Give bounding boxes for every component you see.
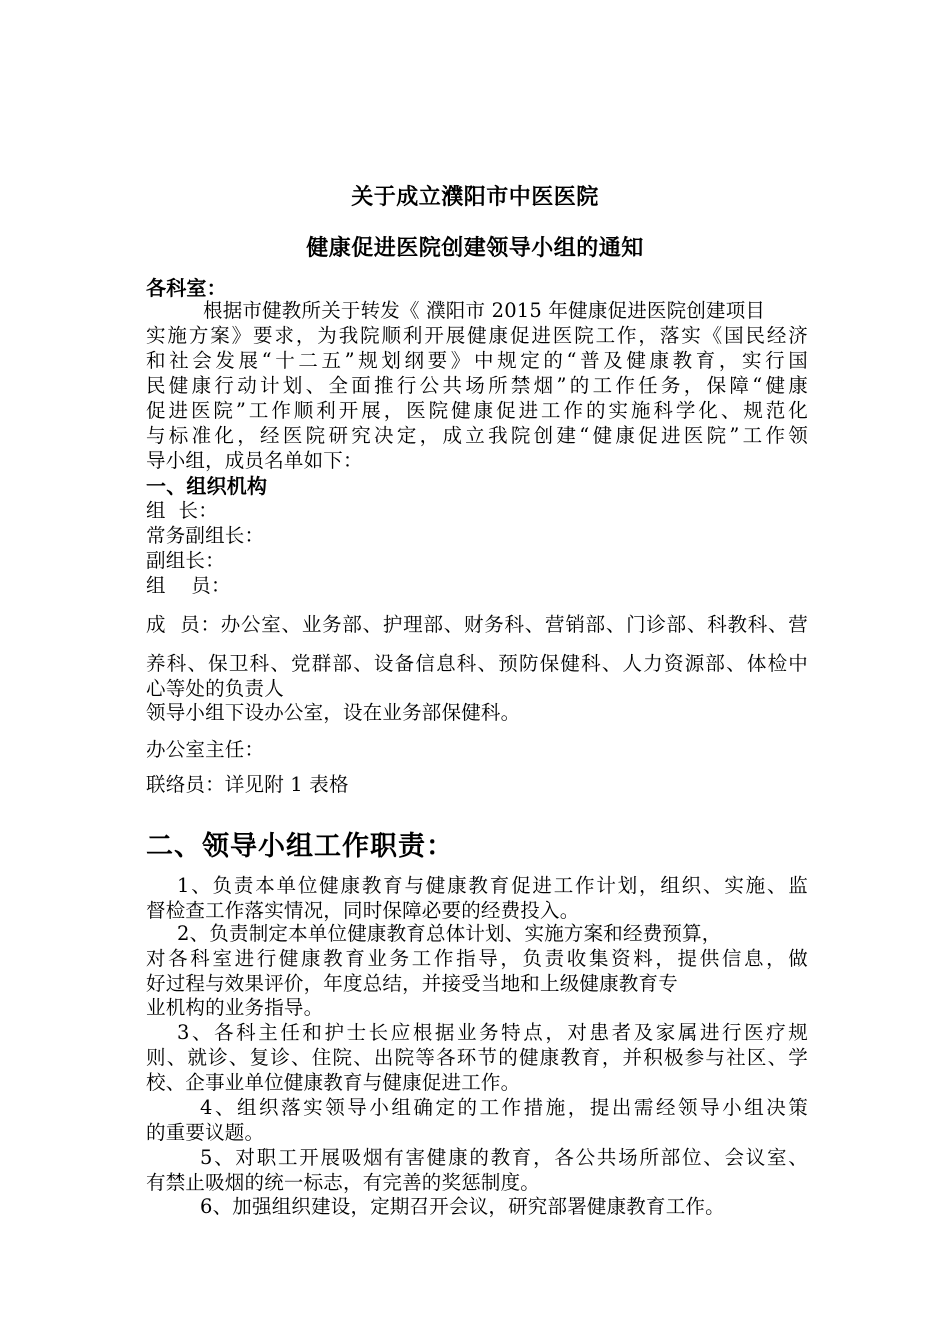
duty-line-7: 3、各科主任和护士长应根据业务特点，对患者及家属进行医疗规: [177, 1021, 808, 1044]
duty-line-3: 2、负责制定本单位健康教育总体计划、实施方案和经费预算，: [177, 922, 722, 945]
intro-line-1: 根据市健教所关于转发《 濮阳市 2015 年健康促进医院创建项目: [203, 299, 766, 322]
intro-line-6: 与标准化，经医院研究决定，成立我院创建“健康促进医院”工作领: [146, 424, 808, 447]
duty-line-10: 4、组织落实领导小组确定的工作措施，提出需经领导小组决策: [200, 1096, 808, 1119]
intro-line-2: 实施方案》要求，为我院顺利开展健康促进医院工作，落实《国民经济: [146, 324, 808, 347]
duty-line-1: 1、负责本单位健康教育与健康教育促进工作计划，组织、实施、监: [177, 874, 808, 897]
duty-line-12: 5、对职工开展吸烟有害健康的教育，各公共场所部位、会议室、: [200, 1146, 808, 1169]
leader-label: 组 长：: [146, 499, 218, 522]
liaison-label: 联络员：详见附 1 表格: [146, 773, 349, 796]
duty-line-9: 校、企事业单位健康教育与健康促进工作。: [146, 1071, 521, 1094]
intro-line-3: 和社会发展“十二五”规划纲要》中规定的“普及健康教育，实行国: [146, 349, 808, 372]
section1-heading: 一、组织机构: [146, 474, 268, 498]
exec-deputy-label: 常务副组长：: [146, 524, 265, 547]
member-list-line-2: 养科、保卫科、党群部、设备信息科、预防保健科、人力资源部、体检中: [146, 652, 808, 675]
duty-line-11: 的重要议题。: [146, 1121, 265, 1144]
office-director-label: 办公室主任：: [146, 738, 265, 761]
section2-heading: 二、领导小组工作职责：: [146, 831, 454, 862]
duty-line-2: 督检查工作落实情况，同时保障必要的经费投入。: [146, 899, 580, 922]
deputy-label: 副组长：: [146, 549, 225, 572]
intro-line-7: 导小组，成员名单如下：: [146, 449, 363, 472]
duty-line-14: 6、加强组织建设，定期召开会议，研究部署健康教育工作。: [200, 1195, 725, 1218]
duty-line-8: 则、就诊、复诊、住院、出院等各环节的健康教育，并积极参与社区、学: [146, 1046, 808, 1069]
document-title-line-2: 健康促进医院创建领导小组的通知: [306, 236, 644, 261]
intro-line-5: 促进医院”工作顺利开展，医院健康促进工作的实施科学化、规范化: [146, 399, 808, 422]
duty-line-13: 有禁止吸烟的统一标志，有完善的奖惩制度。: [146, 1171, 541, 1194]
members-label: 组 员：: [146, 574, 231, 597]
duty-line-6: 业机构的业务指导。: [146, 996, 324, 1019]
office-note: 领导小组下设办公室，设在业务部保健科。: [146, 701, 521, 724]
document-title-line-1: 关于成立濮阳市中医医院: [351, 185, 599, 210]
intro-line-4: 民健康行动计划、全面推行公共场所禁烟”的工作任务，保障“健康: [146, 374, 808, 397]
duty-line-5: 好过程与效果评价，年度总结，并接受当地和上级健康教育专: [146, 972, 678, 995]
member-list-line-1: 成 员：办公室、业务部、护理部、财务科、营销部、门诊部、科教科、营: [146, 613, 808, 636]
duty-line-4: 对各科室进行健康教育业务工作指导，负责收集资料，提供信息，做: [146, 947, 808, 970]
salutation: 各科室：: [146, 276, 227, 300]
member-list-line-3: 心等处的负责人: [146, 677, 284, 700]
